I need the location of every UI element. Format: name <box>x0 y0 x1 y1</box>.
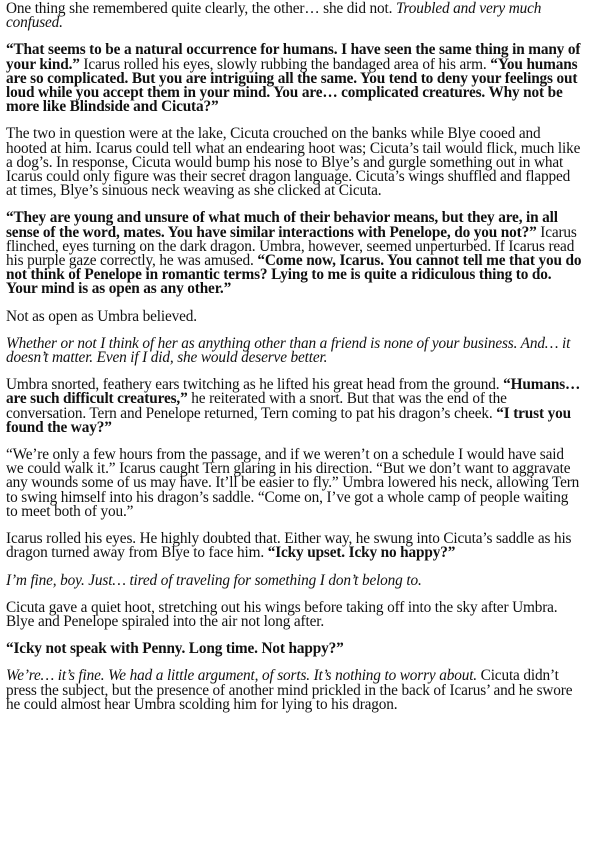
narration-text: Icarus flinched, eyes turning on the dark dragon. Umbra, however, seemed unperturbed. If Icarus read his purple gaze correctly, he was amused. <box>6 223 577 270</box>
paragraph-3 <box>6 127 583 198</box>
narration-text: Umbra snorted, feathery ears twitching as he lifted his great head from the ground. <box>6 376 504 394</box>
dragon-speech-text: “Humans… are such difficult creatures,” <box>6 376 581 408</box>
inner-thought-text: Troubled and very much confused. <box>6 0 542 32</box>
paragraph-9 <box>6 532 583 560</box>
paragraph-8 <box>6 448 583 519</box>
dragon-speech-text: “You humans are so complicated. But you are intriguing all the same. You tend to deny your feelings out loud while you accept them in your mind. You are… complicated creatures. Why not be more like Blindside and Cicuta?” <box>6 55 578 116</box>
dragon-speech-text: “I trust you found the way?” <box>6 404 571 436</box>
inner-thought-text: Whether or not I think of her as anything other than a friend is none of your business. And… it doesn’t matter. Even if I did, she would deserve better. <box>6 334 571 367</box>
narration-text: Icarus rolled his eyes, slowly rubbing the bandaged area of his arm. <box>79 55 491 73</box>
paragraph-5 <box>6 307 583 325</box>
inner-thought-text: I’m fine, boy. Just… tired of traveling for something I don’t belong to. <box>6 571 422 589</box>
dragon-speech-text: “They are young and unsure of what much of their behavior means, but they are, in all sense of the word, mates. You have similar interactions with Penelope, do you not?” <box>6 209 558 241</box>
narration-text: he reiterated with a snort. But that was the end of the conversation. Tern and Penelope returned, Tern coming to pat his dragon’s cheek. <box>6 390 507 422</box>
paragraph-11 <box>6 598 583 630</box>
paragraph-12 <box>6 642 583 656</box>
narration-text: Cicuta gave a quiet hoot, stretching out his wings before taking off into the sky after Umbra. Blye and Penelope spiraled into the air not long after. <box>6 598 558 630</box>
paragraph-7 <box>6 378 583 435</box>
narration-text: Cicuta didn’t press the subject, but the presence of another mind prickled in the back of Icarus’ and he swore he could almost hear Umbra scolding him for lying to his dragon. <box>6 667 573 713</box>
paragraph-2 <box>6 43 583 114</box>
dragon-speech-text: “That seems to be a natural occurrence for humans. I have seen the same thing in many of your kind.” <box>6 41 581 73</box>
narration-text: The two in question were at the lake, Cicuta crouched on the banks while Blye cooed and hooted at him. Icarus could tell what an endearing hoot was; Cicuta’s tail would flick, much like a dog’s. In response, Cicuta would bump his nose to Blye’s and gurgle something out in what Icarus could only figure was their secret dragon language. Cicuta’s wings shuffled and flapped at times, Blye’s sinuous neck weaving as she clicked at Cicuta. <box>6 125 581 200</box>
paragraph-4 <box>6 211 583 296</box>
paragraph-13 <box>6 669 583 712</box>
paragraph-10 <box>6 571 583 589</box>
narration-text: One thing she remembered quite clearly, the other… she did not. <box>6 0 396 17</box>
paragraph-6 <box>6 334 583 367</box>
paragraph-1 <box>6 2 583 30</box>
dragon-speech-text: “Icky not speak with Penny. Long time. Not happy?” <box>6 640 344 658</box>
narration-text: “We’re only a few hours from the passage, and if we weren’t on a schedule I would have said we could walk it.” Icarus caught Tern glaring in his direction. “But we don’t want to aggravate any wounds some of us may have. It’ll be easier to fly.” Umbra lowered his neck, allowing Tern to swing himself into his dragon’s saddle. “Come on, I’ve got a whole camp of people waiting to meet both of you.” <box>6 446 580 520</box>
dragon-speech-text: “Come now, Icarus. You cannot tell me that you do not think of Penelope in romantic terms? Lying to me is quite a ridiculous thing to do. Your mind is as open as any other.” <box>6 252 582 298</box>
dragon-speech-text: “Icky upset. Icky no happy?” <box>267 544 456 562</box>
inner-thought-text: We’re… it’s fine. We had a little argument, of sorts. It’s nothing to worry about. <box>6 667 477 685</box>
narration-text: Not as open as Umbra believed. <box>6 307 197 325</box>
narration-text: Icarus rolled his eyes. He highly doubted that. Either way, he swung into Cicuta’s saddle as his dragon turned away from Blye to face him. <box>6 530 572 562</box>
